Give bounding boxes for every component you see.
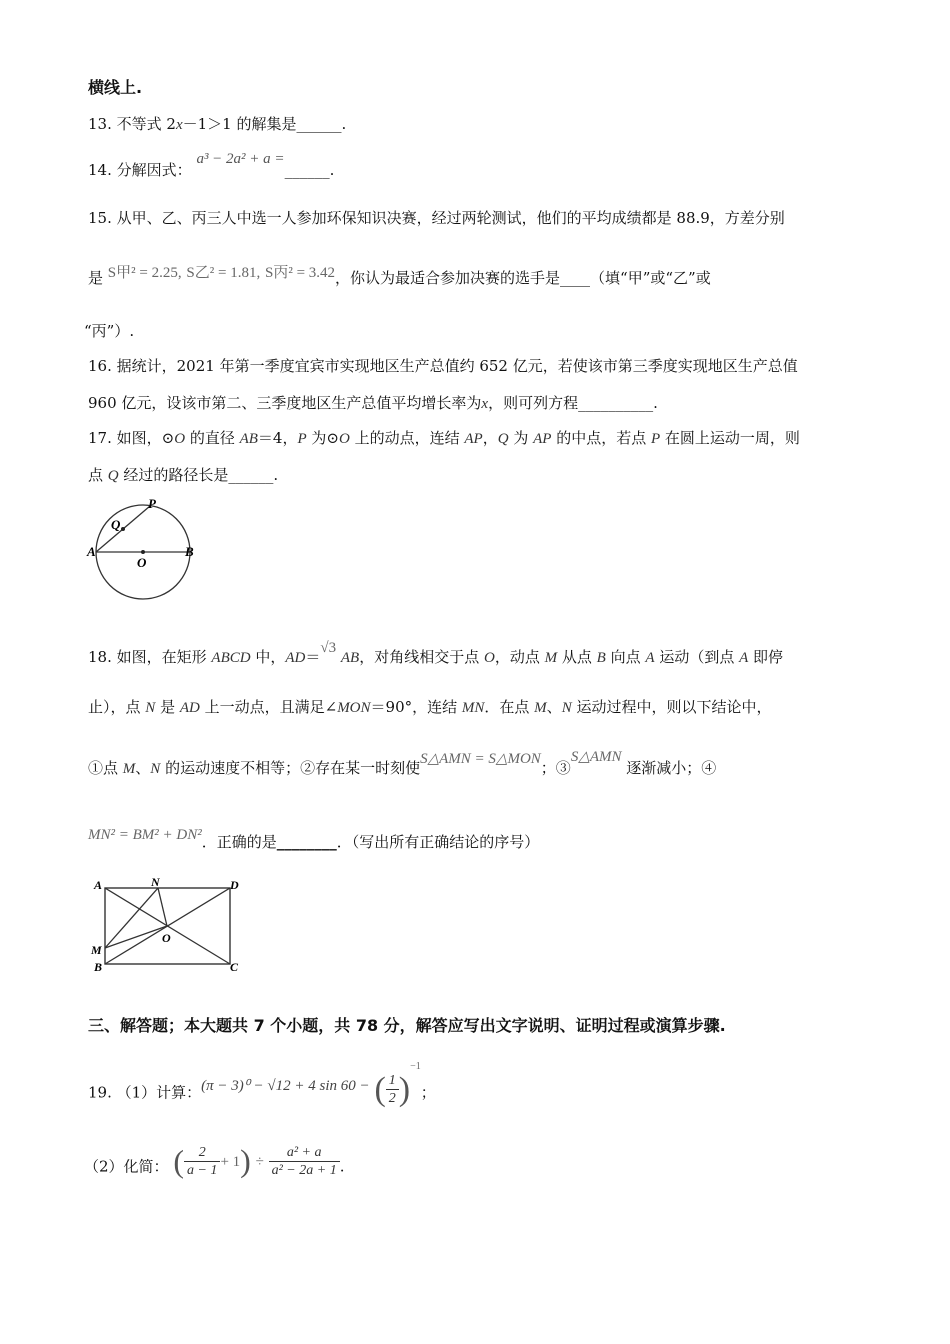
fig17-label-b: B — [185, 544, 194, 559]
q18-t1: 18. 如图，在矩形 — [88, 648, 212, 666]
q17-t6: ， — [482, 429, 498, 447]
q17-l2b: 经过的路径长是 — [118, 466, 229, 484]
q19-half-den: 2 — [388, 1091, 396, 1106]
question-13 — [88, 114, 346, 135]
q19-frac1 — [184, 1144, 220, 1179]
q19-frac2-num: a² + a — [269, 1144, 340, 1162]
q17-l2a: 点 — [88, 466, 108, 484]
q19-plus1: + 1 — [220, 1153, 241, 1170]
question-18-line1 — [88, 640, 784, 668]
q13-text-a: 13. — [88, 115, 112, 133]
q17-t4: 为⊙ — [306, 429, 339, 447]
q18-l3c: 的运动速度不相等；②存在某一时刻使 — [160, 759, 421, 777]
question-14 — [88, 151, 335, 181]
question-18-line4 — [88, 827, 540, 853]
q18-l4b: ．（写出所有正确结论的序号） — [336, 833, 540, 851]
q17-t5: 上的动点，连结 — [349, 429, 465, 447]
q17-Q2: Q — [107, 468, 119, 484]
q19-div: ÷ — [255, 1153, 264, 1170]
fig18-label-n: N — [151, 876, 160, 889]
q18-t5: ，对角线相交于点 — [359, 648, 484, 666]
q13-end: . — [341, 115, 347, 133]
q17-O2: O — [338, 431, 350, 447]
question-15-line1: 15. 从甲、乙、丙三人中选一人参加环保知识决赛，经过两轮测试，他们的平均成绩都是 88.9，方差分别 — [88, 209, 785, 227]
q19-half-num: 1 — [386, 1072, 399, 1090]
q16-text-b: ，则可列方程 — [488, 394, 579, 412]
question-15-line3: “丙”）. — [84, 322, 135, 340]
q17-end: . — [273, 466, 279, 484]
q19-frac1-num: 2 — [184, 1144, 220, 1162]
q13-var-x: x — [175, 117, 183, 133]
q18-N2: N — [561, 700, 572, 716]
question-17-line1 — [88, 428, 800, 449]
fig18-label-c: C — [230, 960, 239, 974]
q19-part1-label: 19. （1）计算： — [88, 1083, 202, 1102]
q17-t1: 17. 如图，⊙ — [88, 429, 175, 447]
q17-t2: 的直径 — [185, 429, 240, 447]
question-19-part2 — [84, 1142, 345, 1185]
q18-sqrt3: √3 — [320, 640, 337, 656]
q18-l2b: 是 — [155, 698, 180, 716]
q19-frac2-den: a² − 2a + 1 — [271, 1163, 337, 1178]
q19-part1-end: ； — [420, 1083, 436, 1102]
q17-t3: ＝4， — [257, 429, 298, 447]
question-18-line2 — [88, 697, 771, 718]
q18-l3a: ①点 — [88, 759, 123, 777]
fig18-label-b: B — [94, 960, 103, 974]
q18-B: B — [596, 650, 606, 666]
q19-part1-expr: (π − 3)⁰ − √12 + 4 sin 60 − — [201, 1077, 370, 1094]
question-17-line2 — [88, 465, 278, 486]
q18-l2e: ．在点 — [484, 698, 535, 716]
q18-l2g: 运动过程中，则以下结论中， — [571, 698, 772, 716]
q17-P2: P — [650, 431, 661, 447]
q19-p2-paren-right: ) — [240, 1142, 251, 1179]
fig17-label-q: Q — [111, 517, 121, 532]
q19-paren-right: ) — [398, 1070, 411, 1108]
q13-text-c: －1＞1 的解集是 — [182, 115, 297, 133]
q18-l4a: ．正确的是 — [201, 833, 277, 851]
fig18-label-o: O — [162, 931, 171, 945]
q17-t8: 的中点，若点 — [551, 429, 651, 447]
q18-l3b: 、 — [135, 759, 151, 777]
q15-variance-bing: S丙² = 3.42 — [264, 265, 336, 281]
q18-M3: M — [122, 761, 136, 777]
q18-l3d: ；③ — [540, 759, 571, 777]
q13-blank: ______ — [296, 115, 342, 133]
q18-area-amn: S△AMN — [570, 749, 622, 765]
q14-blank: ______ — [284, 161, 330, 179]
fig17-label-o: O — [137, 555, 147, 570]
section-3-heading: 三、解答题；本大题共 7 个小题，共 78 分，解答应写出文字说明、证明过程或演算步骤. — [88, 1016, 726, 1035]
q18-l2a: 止），点 — [88, 698, 146, 716]
q17-O1: O — [174, 431, 186, 447]
q18-MON: MON — [337, 700, 371, 716]
q18-N3: N — [150, 761, 161, 777]
center-dot — [141, 550, 145, 554]
q19-p2-paren-left: ( — [173, 1142, 184, 1179]
q15-variance-jia: S甲² = 2.25, — [107, 265, 182, 281]
figure-18-rectangle — [88, 876, 248, 976]
fig18-label-a: A — [94, 878, 103, 892]
q18-l3e: 逐渐减小；④ — [621, 759, 717, 777]
q18-AD: AD — [285, 650, 306, 666]
q18-blank: ________ — [276, 833, 337, 851]
q19-part2-end: . — [339, 1157, 345, 1176]
q18-l2c: 上一动点，且满足∠ — [199, 698, 338, 716]
q18-t7: 从点 — [557, 648, 597, 666]
fig17-label-a: A — [87, 544, 96, 559]
q18-pythagoras-expr: MN² = BM² + DN² — [88, 827, 202, 843]
q17-blank: ______ — [228, 466, 274, 484]
q17-t9: 在圆上运动一周，则 — [660, 429, 800, 447]
q18-t6: ，动点 — [494, 648, 545, 666]
q18-t10: 即停 — [748, 648, 784, 666]
q18-A1: A — [645, 650, 655, 666]
q19-frac2 — [269, 1144, 340, 1179]
midpoint-q-dot — [121, 527, 125, 531]
q19-frac1-den: a − 1 — [186, 1163, 218, 1178]
q19-frac-half — [386, 1072, 399, 1107]
q18-t2: 中， — [250, 648, 286, 666]
q17-AP1: AP — [464, 431, 483, 447]
question-19-part1 — [88, 1060, 436, 1111]
q14-expression: a³ − 2a² + a = — [196, 151, 285, 167]
q19-part2-label: （2）化简： — [84, 1157, 169, 1176]
q18-t8: 向点 — [605, 648, 646, 666]
q18-t3: ＝ — [305, 648, 321, 666]
q16-blank: __________ — [578, 394, 654, 412]
q17-P1: P — [297, 431, 307, 447]
q18-l2f: 、 — [546, 698, 562, 716]
q17-t7: 为 — [508, 429, 534, 447]
q18-t9: 运动（到点 — [654, 648, 740, 666]
q15-lead: 是 — [88, 269, 104, 287]
q18-O: O — [484, 650, 495, 666]
question-15-line2 — [88, 265, 711, 289]
figure-17-circle — [86, 494, 202, 600]
fig18-label-d: D — [230, 878, 239, 892]
q16-text-a: 960 亿元，设该市第二、三季度地区生产总值平均增长率为 — [88, 394, 482, 412]
q16-end: . — [653, 394, 658, 412]
q17-Q1: Q — [497, 431, 509, 447]
section-title-tail: 横线上. — [88, 78, 143, 97]
q15-line2-tail: ，你认为最适合参加决赛的选手是____（填“甲”或“乙”或 — [335, 269, 711, 287]
fig18-label-m: M — [91, 943, 102, 957]
q16-var-x: x — [481, 396, 489, 412]
q19-exp-neg1: −1 — [410, 1060, 421, 1072]
q19-paren-left: ( — [374, 1070, 386, 1108]
q18-area-equation: S△AMN = S△MON — [420, 751, 541, 767]
question-16-line2 — [88, 393, 658, 414]
q18-AD2: AD — [179, 700, 200, 716]
q18-M: M — [544, 650, 558, 666]
q18-ABCD: ABCD — [211, 650, 251, 666]
q18-A2: A — [739, 650, 749, 666]
q18-AB: AB — [340, 650, 360, 666]
q14-num: 14. — [88, 161, 112, 179]
q18-N1: N — [145, 700, 156, 716]
q13-text-b: 不等式 2 — [116, 115, 176, 133]
q17-AB: AB — [239, 431, 258, 447]
fig17-label-p: P — [148, 496, 156, 511]
question-16-line1: 16. 据统计，2021 年第一季度宜宾市实现地区生产总值约 652 亿元，若使该市第三季度实现地区生产总值 — [88, 357, 798, 375]
q18-MN: MN — [461, 700, 485, 716]
q14-label: 分解因式： — [116, 161, 192, 179]
q14-end: . — [329, 161, 335, 179]
q15-variance-yi: S乙² = 1.81, — [186, 265, 261, 281]
q18-l2d: ＝90°，连结 — [370, 698, 462, 716]
question-18-line3 — [88, 749, 717, 779]
q18-M2: M — [534, 700, 547, 716]
q17-AP2: AP — [533, 431, 552, 447]
